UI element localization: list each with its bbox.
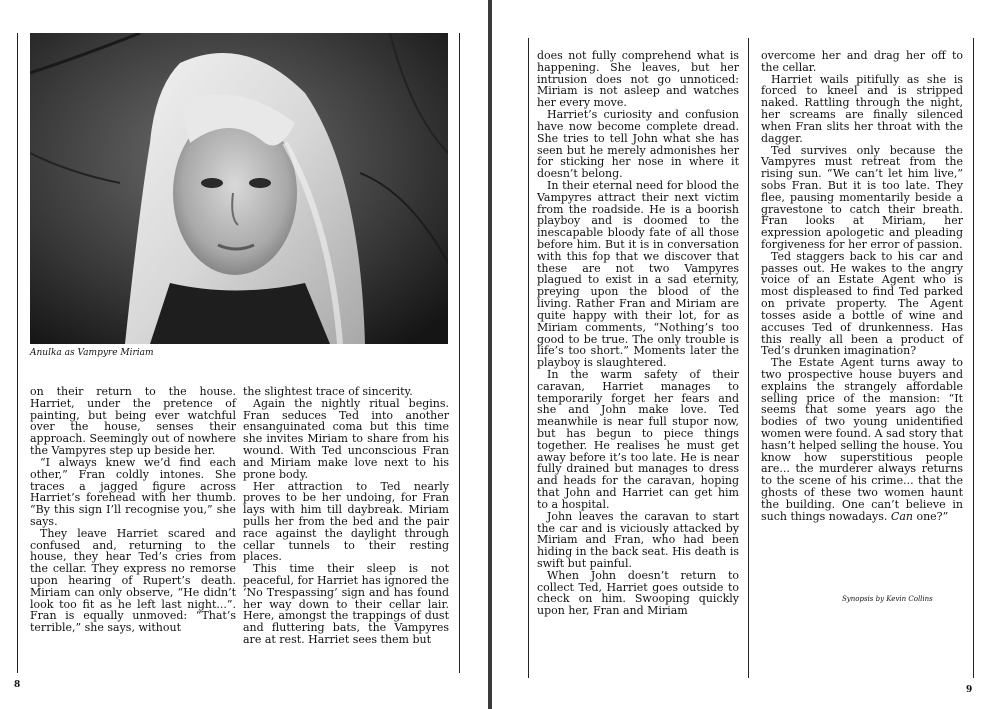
right-margin-rule: [973, 38, 974, 678]
left-column-1: [30, 386, 236, 634]
page-number-right: 9: [966, 685, 973, 695]
paragraph: Harriet’s curiosity and confusion have now become complete dread. She tries to tell John what she has seen but he merely admonishes her for sticking her nose in where it doesn’t belong.: [537, 108, 739, 181]
paragraph: Again the nightly ritual begins. Fran seduces Ted into another ensanguinated coma but this time she invites Miriam to share from his wound. With Ted unconscious Fran and Miriam make love next to his prone body.: [243, 396, 449, 481]
page-number-left: 8: [14, 680, 21, 690]
right-column-1: [537, 50, 739, 617]
left-right-rule: [459, 33, 460, 673]
paragraph: “I always knew we’d find each other,” Fran coldly intones. She traces a jagged figure across Harriet’s forehead with her thumb. “By this sign I’ll recognise you,” she says.: [30, 455, 236, 528]
paragraph: Ted staggers back to his car and passes out. He wakes to the angry voice of an Estate Agent who is most displeased to find Ted parked on private property. The Agent tosses aside a bottle of wine and accuses Ted of drunkenness. Has this really all been a product of Ted’s drunken imagination?: [761, 249, 963, 358]
paragraph: on their return to the house. Harriet, under the pretence of painting, but being ever watchful over the house, senses their approach. Seemingly out of nowhere the Vampyres step up beside her.: [30, 385, 236, 458]
paragraph: In their eternal need for blood the Vampyres attract their next victim from the roadside. He is a boorish playboy and is doomed to the inescapable bloody fate of all those before him. But it is in conversation with this fop that we discover that these are not two Vampyres plagued to exist in a sad eternity, preying upon the blood of the living. Rather Fran and Miriam are quite happy with their lot, for as Miriam comments, “Nothing’s too good to be true. The only trouble is life’s too short.” Moments later the playboy is slaughtered.: [537, 178, 739, 370]
right-center-rule: [748, 38, 749, 678]
paragraph: John leaves the caravan to start the car and is viciously attacked by Miriam and Fran, who had been hiding in the back seat. His death is swift but painful.: [537, 509, 739, 570]
paragraph: They leave Harriet scared and confused and, returning to the house, they hear Ted’s cries from the cellar. They express no remorse upon hearing of Rupert’s death. Miriam can only observe, “He didn’t look too fit as he left last night...”. Fran is equally unmoved: “That’s terrible,” she says, without: [30, 526, 236, 635]
right-left-rule: [528, 38, 529, 678]
left-margin-rule: [17, 33, 18, 673]
paragraph: Her attraction to Ted nearly proves to be her undoing, for Fran lays with him till daybreak. Miriam pulls her from the bed and the pair race against the daylight through cellar tunnels to their resting places.: [243, 479, 449, 564]
left-page: [0, 0, 488, 709]
paragraph: Ted survives only because the Vampyres must retreat from the rising sun. “We can’t let him live,” sobs Fran. But it is too late. They flee, pausing momentarily beside a gravestone to catch their breath. Fran looks at Miriam, her expression apologetic and pleading forgiveness for her error of passion.: [761, 143, 963, 251]
right-column-2: [761, 50, 963, 523]
paragraph: the slightest trace of sincerity.: [243, 385, 413, 398]
right-page: [492, 0, 992, 709]
paragraph: The Estate Agent turns away to two prospective house buyers and explains the strangely affordable selling price of the mansion: “It seems that some years ago the bodies of two young unidentified women were found. A sad story that hasn’t helped selling the house. You know how superstitious people are... the murderer always returns to the scene of his crime... that the ghosts of these two women haunt the building. One can’t believe in such things nowadays. Can one?”: [761, 356, 963, 523]
paragraph: does not fully comprehend what is happening. She leaves, but her intrusion does not go unnoticed: Miriam is not asleep and watches her every move.: [537, 49, 739, 110]
synopsis-credit: Synopsis by Kevin Collins: [842, 595, 933, 603]
photo-caption: Anulka as Vampyre Miriam: [30, 348, 154, 358]
paragraph: overcome her and drag her off to the cellar.: [761, 49, 963, 74]
portrait-photo-image: [30, 33, 448, 344]
paragraph: This time their sleep is not peaceful, for Harriet has ignored the ‘No Trespassing’ sign and has found her way down to their cellar lair. Here, amongst the trappings of dust and fluttering bats, the Vampyres are at rest. Harriet sees them but: [243, 562, 449, 647]
paragraph: When John doesn’t return to collect Ted, Harriet goes outside to check on him. Swooping quickly upon her, Fran and Miriam: [537, 568, 739, 618]
paragraph: Harriet wails pitifully as she is forced to kneel and is stripped naked. Rattling through the night, her screams are finally silenced when Fran slits her throat with the dagger.: [761, 72, 963, 145]
left-column-2: [243, 386, 449, 646]
paragraph: In the warm safety of their caravan, Harriet manages to temporarily forget her fears and she and John make love. Ted meanwhile is near full stupor now, but has begun to piece things together. He realises he must get away before it’s too late. He is near fully drained but manages to dress and heads for the caravan, hoping that John and Harriet can get him to a hospital.: [537, 367, 739, 511]
portrait-photo: [30, 33, 448, 344]
